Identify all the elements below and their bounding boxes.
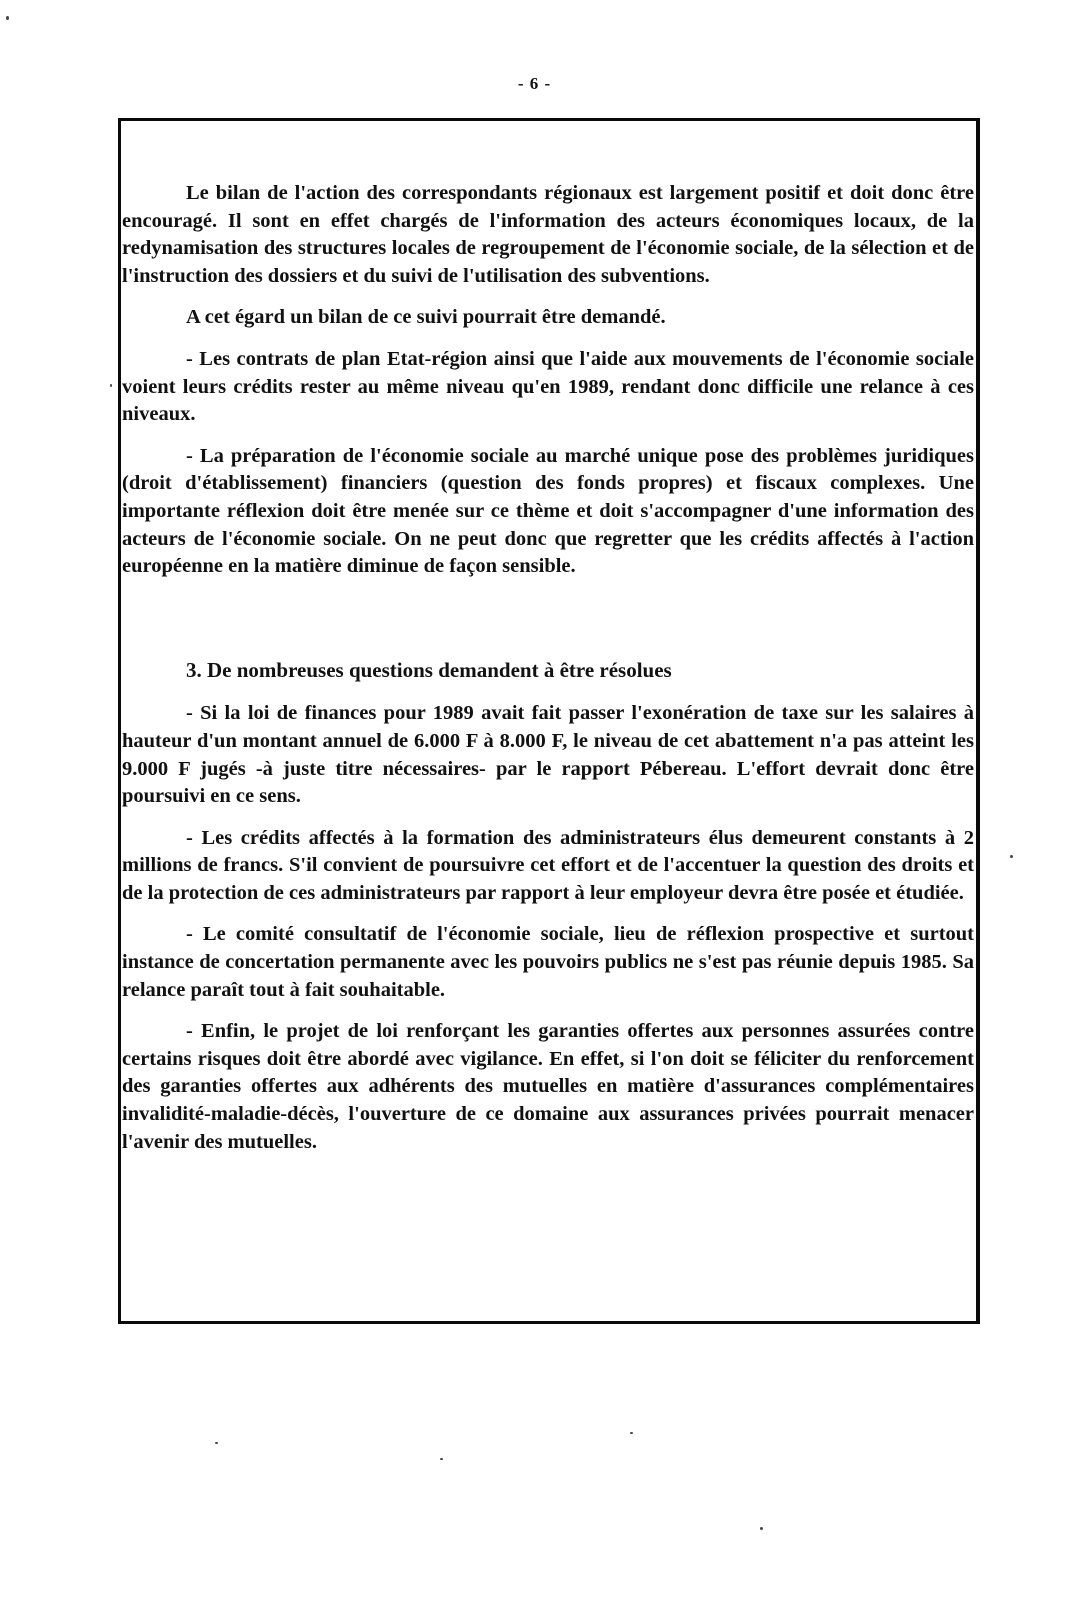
paragraph-contrats-de-plan: - Les contrats de plan Etat-région ainsi que l'aide aux mouvements de l'économie sociale voient leurs crédits rester au même niveau qu'en 1989, rendant donc difficile une relance à ces niveaux. — [122, 347, 974, 426]
scan-speck — [110, 384, 112, 387]
paragraph-bilan-suivi: A cet égard un bilan de ce suivi pourrait être demandé. — [186, 306, 666, 329]
framed-content — [122, 180, 974, 1170]
scan-speck — [215, 1442, 218, 1444]
paragraph-taxe-salaires: - Si la loi de finances pour 1989 avait fait passer l'exonération de taxe sur les salaires à hauteur d'un montant annuel de 6.000 F à 8.000 F, le niveau de cet abattement n'a pas atteint les 9.000 F jugés -à juste titre nécessaires- par le rapport Pébereau. L'effort devrait donc être poursuivi en ce sens. — [122, 702, 974, 808]
scan-speck — [760, 1527, 763, 1530]
paragraph-marche-unique: - La préparation de l'économie sociale au marché unique pose des problèmes juridiques (droit d'établissement) financiers (question des fonds propres) et fiscaux complexes. Une importante réflexion doit être menée sur ce thème et doit s'accompagner d'une information des acteurs de l'économie sociale. On ne peut donc que regretter que les crédits affectés à l'action européenne en la matière diminue de façon sensible. — [122, 444, 974, 578]
paragraph-comite-consultatif: - Le comité consultatif de l'économie sociale, lieu de réflexion prospective et surtout instance de concertation permanente avec les pouvoirs publics ne s'est pas réunie depuis 1985. Sa relance paraît tout à fait souhaitable. — [122, 923, 974, 1001]
scan-speck — [6, 16, 9, 20]
scan-speck — [630, 1432, 633, 1434]
page-number: - 6 - — [517, 74, 552, 93]
scan-speck — [440, 1458, 443, 1460]
scan-speck — [1010, 855, 1013, 858]
section-heading: 3. De nombreuses questions demandent à être résolues — [186, 657, 672, 682]
paragraph-projet-de-loi: - Enfin, le projet de loi renforçant les garanties offertes aux personnes assurées contre certains risques doit être abordé avec vigilance. En effet, si l'on doit se féliciter du renforcement des garanties offertes aux adhérents des mutuelles en matière d'assurances complémentaires invalidité-maladie-décès, l'ouverture de ce domaine aux assurances privées pourrait menacer l'avenir des mutuelles. — [122, 1020, 974, 1153]
paragraph-formation-administrateurs: - Les crédits affectés à la formation des administrateurs élus demeurent constants à 2 millions de francs. S'il convient de poursuivre cet effort et de l'accentuer la question des droits et de la protection de ces administrateurs par rapport à leur employeur devra être posée et étudiée. — [122, 826, 974, 904]
paragraph-correspondants-regionaux: Le bilan de l'action des correspondants régionaux est largement positif et doit donc être encouragé. Il sont en effet chargés de l'information des acteurs économiques locaux, de la redynamisation des structures locales de regroupement de l'économie sociale, de la sélection et de l'instruction des dossiers et du suivi de l'utilisation des subventions. — [122, 182, 974, 287]
